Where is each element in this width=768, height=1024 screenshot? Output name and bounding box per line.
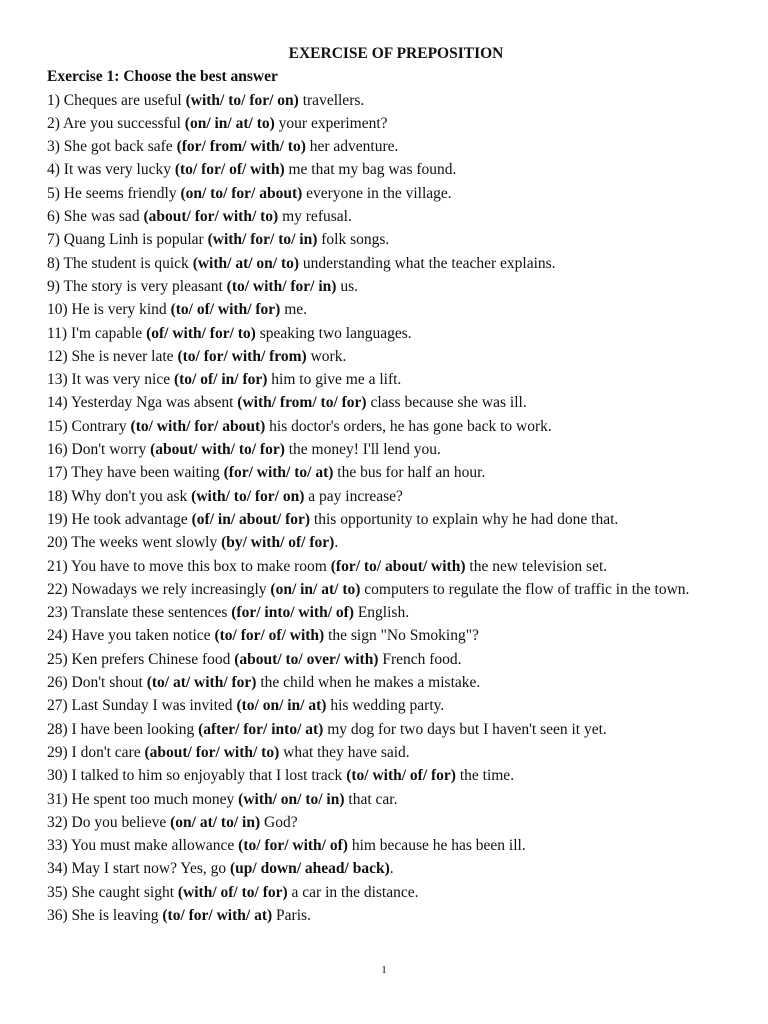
question-text-after: a pay increase? bbox=[304, 487, 403, 505]
answer-choices: (to/ on/ in/ at) bbox=[236, 697, 327, 715]
question-number: 16) bbox=[47, 441, 68, 459]
question-text-after: him to give me a lift. bbox=[267, 371, 402, 389]
question-item bbox=[47, 624, 727, 647]
question-item bbox=[47, 298, 727, 321]
question-number: 13) bbox=[47, 371, 68, 389]
answer-choices: (after/ for/ into/ at) bbox=[198, 720, 324, 738]
answer-choices: (about/ for/ with/ to) bbox=[143, 208, 279, 226]
question-text-after: him because he has been ill. bbox=[347, 837, 526, 855]
question-item bbox=[47, 764, 727, 787]
question-number: 22) bbox=[47, 580, 68, 598]
question-text-before: Why don't you ask bbox=[71, 487, 192, 505]
answer-choices: (with/ at/ on/ to) bbox=[192, 254, 300, 272]
question-text-before: Nowadays we rely increasingly bbox=[71, 580, 271, 598]
answer-choices: (to/ at/ with/ for) bbox=[146, 674, 257, 692]
question-text-before: He took advantage bbox=[71, 510, 192, 528]
question-text-before: You must make allowance bbox=[70, 837, 239, 855]
question-text-after: us. bbox=[336, 277, 358, 295]
answer-choices: (with/ to/ for/ on) bbox=[191, 487, 305, 505]
question-item bbox=[47, 857, 727, 880]
question-item bbox=[47, 368, 727, 391]
question-item bbox=[47, 438, 727, 461]
question-item bbox=[47, 485, 727, 508]
question-number: 29) bbox=[47, 743, 68, 761]
question-text-after: work. bbox=[306, 347, 347, 365]
answer-choices: (with/ for/ to/ in) bbox=[207, 231, 318, 249]
question-text-after: God? bbox=[260, 813, 298, 831]
question-text-before: I have been looking bbox=[71, 720, 199, 738]
question-number: 20) bbox=[47, 534, 68, 552]
question-number: 32) bbox=[47, 813, 68, 831]
question-number: 33) bbox=[47, 837, 68, 855]
answer-choices: (to/ of/ with/ for) bbox=[170, 301, 281, 319]
question-item bbox=[47, 89, 727, 112]
question-text-after: his doctor's orders, he has gone back to work. bbox=[265, 417, 552, 435]
question-text-after: the new television set. bbox=[465, 557, 608, 575]
question-item bbox=[47, 275, 727, 298]
answer-choices: (to/ for/ of/ with) bbox=[174, 161, 285, 179]
answer-choices: (on/ in/ at/ to) bbox=[184, 114, 275, 132]
question-number: 9) bbox=[47, 277, 60, 295]
page-number: 1 bbox=[381, 964, 387, 976]
question-text-after: this opportunity to explain why he had done that. bbox=[310, 510, 619, 528]
question-text-before: He is very kind bbox=[71, 301, 171, 319]
question-text-before: You have to move this box to make room bbox=[70, 557, 331, 575]
question-text-before: She was sad bbox=[63, 208, 144, 226]
exercise-heading: Exercise 1: Choose the best answer bbox=[47, 68, 278, 86]
answer-choices: (to/ for/ with/ of) bbox=[238, 837, 348, 855]
question-item bbox=[47, 461, 727, 484]
question-item bbox=[47, 601, 727, 624]
question-text-after: my refusal. bbox=[278, 208, 352, 226]
question-number: 26) bbox=[47, 674, 68, 692]
question-number: 35) bbox=[47, 883, 68, 901]
question-text-after: understanding what the teacher explains. bbox=[299, 254, 556, 272]
document-title: EXERCISE OF PREPOSITION bbox=[288, 45, 504, 62]
question-item bbox=[47, 531, 727, 554]
question-text-after: his wedding party. bbox=[326, 697, 445, 715]
question-number: 23) bbox=[47, 604, 68, 622]
question-text-after: my dog for two days but I haven't seen it yet. bbox=[323, 720, 607, 738]
question-number: 2) bbox=[47, 114, 60, 132]
question-text-before: I'm capable bbox=[70, 324, 147, 342]
question-text-before: I don't care bbox=[71, 743, 145, 761]
question-item bbox=[47, 415, 727, 438]
question-text-after: . bbox=[334, 534, 339, 552]
answer-choices: (on/ to/ for/ about) bbox=[180, 184, 303, 202]
question-number: 30) bbox=[47, 767, 68, 785]
question-text-before: Quang Linh is popular bbox=[63, 231, 208, 249]
answer-choices: (about/ for/ with/ to) bbox=[144, 743, 280, 761]
question-text-after: a car in the distance. bbox=[287, 883, 419, 901]
question-text-before: May I start now? Yes, go bbox=[71, 860, 230, 878]
question-text-before: Yesterday Nga was absent bbox=[70, 394, 238, 412]
question-text-after: everyone in the village. bbox=[302, 184, 452, 202]
question-number: 14) bbox=[47, 394, 68, 412]
answer-choices: (about/ to/ over/ with) bbox=[234, 650, 379, 668]
question-number: 36) bbox=[47, 906, 68, 924]
question-text-after: me. bbox=[280, 301, 308, 319]
question-number: 17) bbox=[47, 464, 68, 482]
question-number: 24) bbox=[47, 627, 68, 645]
question-text-before: Last Sunday I was invited bbox=[71, 697, 237, 715]
question-item bbox=[47, 182, 727, 205]
question-text-after: travellers. bbox=[298, 91, 365, 109]
question-item bbox=[47, 205, 727, 228]
question-text-after: that car. bbox=[344, 790, 398, 808]
answer-choices: (with/ on/ to/ in) bbox=[238, 790, 345, 808]
question-number: 11) bbox=[47, 324, 68, 342]
answer-choices: (on/ at/ to/ in) bbox=[170, 813, 261, 831]
question-text-before: He seems friendly bbox=[63, 184, 181, 202]
question-text-before: He spent too much money bbox=[71, 790, 239, 808]
question-text-after: her adventure. bbox=[305, 138, 399, 156]
question-text-before: Have you taken notice bbox=[71, 627, 215, 645]
question-text-before: The weeks went slowly bbox=[71, 534, 222, 552]
question-text-before: She is never late bbox=[71, 347, 178, 365]
question-text-after: your experiment? bbox=[274, 114, 388, 132]
question-item bbox=[47, 135, 727, 158]
question-text-before: The student is quick bbox=[63, 254, 193, 272]
question-text-before: She is leaving bbox=[71, 906, 163, 924]
question-number: 4) bbox=[47, 161, 60, 179]
question-number: 6) bbox=[47, 208, 60, 226]
question-text-after: the bus for half an hour. bbox=[333, 464, 486, 482]
question-text-before: The story is very pleasant bbox=[63, 277, 227, 295]
document-page bbox=[47, 42, 727, 927]
question-number: 18) bbox=[47, 487, 68, 505]
question-text-before: She got back safe bbox=[63, 138, 177, 156]
answer-choices: (about/ with/ to/ for) bbox=[150, 441, 285, 459]
question-text-before: Contrary bbox=[71, 417, 131, 435]
question-text-after: Paris. bbox=[272, 906, 311, 924]
answer-choices: (to/ for/ of/ with) bbox=[214, 627, 325, 645]
question-text-after: English. bbox=[353, 604, 410, 622]
question-item bbox=[47, 904, 727, 927]
answer-choices: (to/ with/ for/ in) bbox=[226, 277, 337, 295]
answer-choices: (to/ of/ in/ for) bbox=[173, 371, 268, 389]
question-item bbox=[47, 252, 727, 275]
answer-choices: (for/ to/ about/ with) bbox=[330, 557, 466, 575]
answer-choices: (to/ with/ of/ for) bbox=[346, 767, 456, 785]
answer-choices: (by/ with/ of/ for) bbox=[221, 534, 335, 552]
question-text-after: me that my bag was found. bbox=[284, 161, 457, 179]
question-text-before: It was very nice bbox=[71, 371, 174, 389]
question-text-after: the money! I'll lend you. bbox=[284, 441, 441, 459]
question-item bbox=[47, 741, 727, 764]
question-number: 12) bbox=[47, 347, 68, 365]
question-text-after: folk songs. bbox=[317, 231, 390, 249]
answer-choices: (with/ from/ to/ for) bbox=[237, 394, 367, 412]
question-text-before: She caught sight bbox=[71, 883, 178, 901]
question-text-before: Don't worry bbox=[71, 441, 151, 459]
question-number: 28) bbox=[47, 720, 68, 738]
question-item bbox=[47, 694, 727, 717]
answer-choices: (to/ for/ with/ from) bbox=[177, 347, 307, 365]
answer-choices: (to/ with/ for/ about) bbox=[130, 417, 266, 435]
question-text-after: the sign "No Smoking"? bbox=[324, 627, 479, 645]
question-number: 8) bbox=[47, 254, 60, 272]
question-number: 25) bbox=[47, 650, 68, 668]
answer-choices: (to/ for/ with/ at) bbox=[162, 906, 273, 924]
question-number: 21) bbox=[47, 557, 68, 575]
answer-choices: (with/ of/ to/ for) bbox=[177, 883, 288, 901]
question-text-after: computers to regulate the flow of traffic in the town. bbox=[360, 580, 690, 598]
question-item bbox=[47, 788, 727, 811]
question-text-before: Ken prefers Chinese food bbox=[71, 650, 235, 668]
answer-choices: (for/ from/ with/ to) bbox=[176, 138, 306, 156]
question-item bbox=[47, 158, 727, 181]
question-text-after: French food. bbox=[378, 650, 462, 668]
question-text-after: the child when he makes a mistake. bbox=[256, 674, 481, 692]
question-number: 1) bbox=[47, 91, 60, 109]
question-item bbox=[47, 391, 727, 414]
question-text-after: the time. bbox=[455, 767, 515, 785]
question-number: 15) bbox=[47, 417, 68, 435]
question-number: 27) bbox=[47, 697, 68, 715]
answer-choices: (of/ in/ about/ for) bbox=[191, 510, 311, 528]
answer-choices: (for/ into/ with/ of) bbox=[231, 604, 354, 622]
question-item bbox=[47, 811, 727, 834]
question-item bbox=[47, 648, 727, 671]
answer-choices: (on/ in/ at/ to) bbox=[270, 580, 361, 598]
question-item bbox=[47, 112, 727, 135]
question-item bbox=[47, 881, 727, 904]
question-item bbox=[47, 671, 727, 694]
question-item bbox=[47, 718, 727, 741]
question-item bbox=[47, 345, 727, 368]
question-item bbox=[47, 555, 727, 578]
question-item bbox=[47, 322, 727, 345]
question-item bbox=[47, 508, 727, 531]
answer-choices: (up/ down/ ahead/ back) bbox=[229, 860, 390, 878]
question-text-after: class because she was ill. bbox=[366, 394, 527, 412]
question-text-before: Do you believe bbox=[71, 813, 171, 831]
question-item bbox=[47, 228, 727, 251]
question-number: 34) bbox=[47, 860, 68, 878]
question-text-before: It was very lucky bbox=[63, 161, 175, 179]
question-item bbox=[47, 834, 727, 857]
question-list bbox=[47, 89, 727, 928]
question-text-after: . bbox=[389, 860, 394, 878]
answer-choices: (for/ with/ to/ at) bbox=[223, 464, 334, 482]
answer-choices: (of/ with/ for/ to) bbox=[146, 324, 256, 342]
question-number: 19) bbox=[47, 510, 68, 528]
question-text-before: Don't shout bbox=[71, 674, 147, 692]
question-text-before: Translate these sentences bbox=[71, 604, 232, 622]
question-item bbox=[47, 578, 727, 601]
question-text-after: speaking two languages. bbox=[255, 324, 412, 342]
question-number: 7) bbox=[47, 231, 60, 249]
answer-choices: (with/ to/ for/ on) bbox=[185, 91, 299, 109]
question-text-before: They have been waiting bbox=[71, 464, 224, 482]
question-number: 10) bbox=[47, 301, 68, 319]
question-text-after: what they have said. bbox=[279, 743, 410, 761]
question-number: 3) bbox=[47, 138, 60, 156]
question-text-before: I talked to him so enjoyably that I lost track bbox=[71, 767, 347, 785]
question-number: 31) bbox=[47, 790, 68, 808]
question-number: 5) bbox=[47, 184, 60, 202]
question-text-before: Cheques are useful bbox=[63, 91, 186, 109]
question-text-before: Are you successful bbox=[62, 114, 185, 132]
